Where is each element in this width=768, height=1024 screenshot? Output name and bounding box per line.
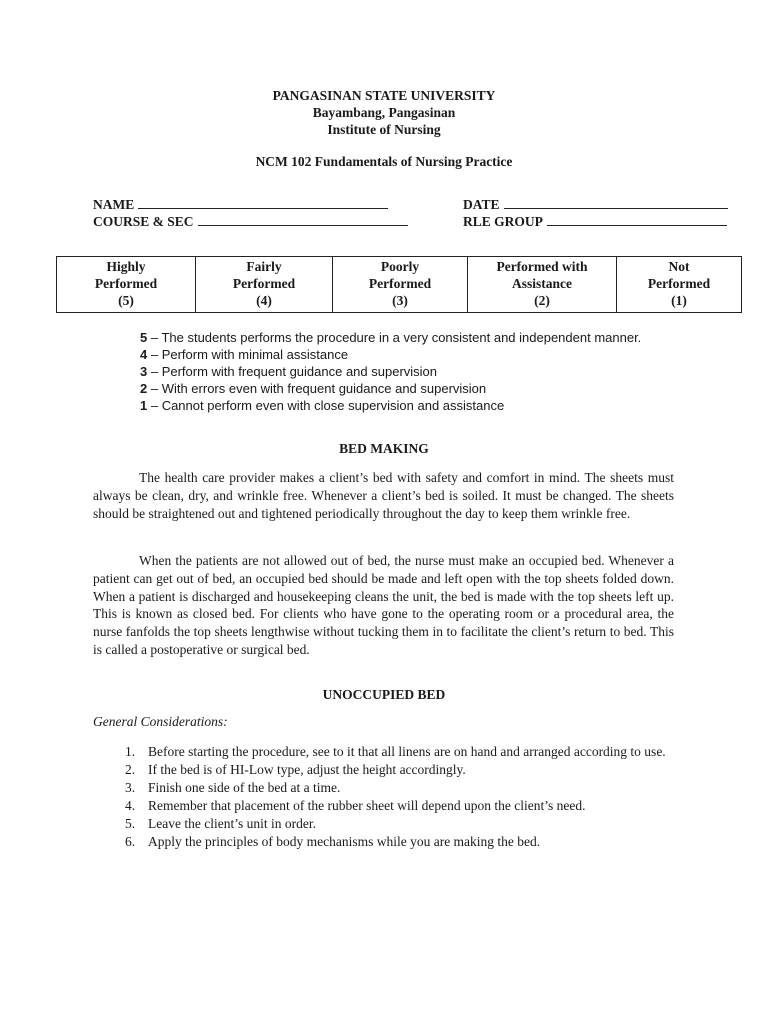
scale-cell-highly <box>57 257 196 313</box>
scale-cell-line2: Assistance <box>512 276 572 291</box>
scale-cell-poorly <box>333 257 468 313</box>
list-item <box>93 815 674 833</box>
list-item-text: Apply the principles of body mechanisms while you are making the bed. <box>148 834 541 849</box>
rle-group-field[interactable] <box>463 214 727 230</box>
general-considerations-label: General Considerations: <box>93 714 228 729</box>
date-blank[interactable] <box>504 197 728 209</box>
scale-cell-line2: Performed <box>232 276 296 291</box>
name-blank[interactable] <box>138 197 388 209</box>
course-title: NCM 102 Fundamentals of Nursing Practice <box>255 154 513 169</box>
scale-cell-assistance <box>468 257 617 313</box>
scale-cell-line2: Performed <box>647 276 711 291</box>
scale-cell-line1: Not <box>668 259 690 274</box>
list-item-text: If the bed is of HI-Low type, adjust the height accordingly. <box>148 762 466 777</box>
scale-cell-line3: (3) <box>392 293 408 308</box>
list-item-number: 5. <box>125 816 136 831</box>
legend-text: – Perform with frequent guidance and supervision <box>147 364 438 379</box>
list-item-text: Leave the client’s unit in order. <box>148 816 316 831</box>
legend-number: 1 <box>140 398 148 413</box>
legend-item <box>140 397 641 414</box>
scale-cell-line1: Fairly <box>246 259 282 274</box>
legend-text: – With errors even with frequent guidance and supervision <box>147 381 487 396</box>
course-sec-label: COURSE & SEC <box>93 214 194 229</box>
scale-cell-line1: Poorly <box>380 259 420 274</box>
list-item <box>93 743 674 761</box>
list-item <box>93 779 674 797</box>
legend-text: – The students performs the procedure in a very consistent and independent manner. <box>147 330 642 345</box>
list-item-number: 4. <box>125 798 136 813</box>
bed-making-paragraph-1: The health care provider makes a client’s bed with safety and comfort in mind. The sheets must always be clean, dry, and wrinkle free. Whenever a client’s bed is soiled. It must be changed. The sheets should be straightened out and tightened periodically throughout the day to keep them wrinkle free. <box>93 470 674 521</box>
name-field[interactable] <box>93 197 388 213</box>
legend-number: 3 <box>140 364 148 379</box>
rating-scale-row <box>57 257 742 313</box>
rle-group-label: RLE GROUP <box>463 214 543 229</box>
scale-cell-not <box>617 257 742 313</box>
date-label: DATE <box>463 197 500 212</box>
legend-item <box>140 380 641 397</box>
course-sec-field[interactable] <box>93 214 408 230</box>
legend-item <box>140 346 641 363</box>
scale-cell-line1: Performed with <box>496 259 588 274</box>
legend-number: 5 <box>140 330 148 345</box>
scale-cell-line2: Performed <box>368 276 432 291</box>
list-item-text: Finish one side of the bed at a time. <box>148 780 341 795</box>
list-item <box>93 797 674 815</box>
bed-making-title: BED MAKING <box>339 441 429 456</box>
bed-making-paragraph-2: When the patients are not allowed out of bed, the nurse must make an occupied bed. Whenever a patient can get out of bed, an occupied bed should be made and left open with the top sheets folded down. When a patient is discharged and housekeeping cleans the unit, the bed is made with the top sheets left up. This is known as closed bed. For clients who have gone to the operating room or a procedural area, the nurse fanfolds the top sheets lengthwise without tucking them in to facilitate the client’s return to bed. This is called a postoperative or surgical bed. <box>93 553 674 657</box>
course-sec-blank[interactable] <box>198 214 408 226</box>
rle-group-blank[interactable] <box>547 214 727 226</box>
scale-cell-line2: Performed <box>94 276 158 291</box>
list-item-number: 1. <box>125 744 136 759</box>
legend-number: 4 <box>140 347 148 362</box>
scale-cell-line3: (4) <box>256 293 272 308</box>
name-label: NAME <box>93 197 135 212</box>
legend-item <box>140 363 641 380</box>
list-item <box>93 833 674 851</box>
scale-cell-line3: (1) <box>671 293 687 308</box>
scale-cell-line3: (2) <box>534 293 550 308</box>
rating-legend <box>140 329 641 414</box>
list-item-number: 6. <box>125 834 136 849</box>
legend-number: 2 <box>140 381 148 396</box>
list-item-text: Before starting the procedure, see to it that all linens are on hand and arranged according to use. <box>148 744 666 759</box>
university-location: Bayambang, Pangasinan <box>312 105 456 120</box>
scale-cell-line3: (5) <box>118 293 134 308</box>
rating-scale-table <box>56 256 742 313</box>
considerations-list <box>93 743 674 851</box>
list-item <box>93 761 674 779</box>
legend-item <box>140 329 641 346</box>
scale-cell-fairly <box>196 257 333 313</box>
institute-name: Institute of Nursing <box>327 122 441 137</box>
university-name: PANGASINAN STATE UNIVERSITY <box>272 88 496 103</box>
scale-cell-line1: Highly <box>106 259 146 274</box>
list-item-text: Remember that placement of the rubber sheet will depend upon the client’s need. <box>148 798 586 813</box>
date-field[interactable] <box>463 197 728 213</box>
unoccupied-bed-title: UNOCCUPIED BED <box>322 687 446 702</box>
legend-text: – Cannot perform even with close supervision and assistance <box>147 398 505 413</box>
list-item-number: 2. <box>125 762 136 777</box>
list-item-number: 3. <box>125 780 136 795</box>
legend-text: – Perform with minimal assistance <box>147 347 349 362</box>
